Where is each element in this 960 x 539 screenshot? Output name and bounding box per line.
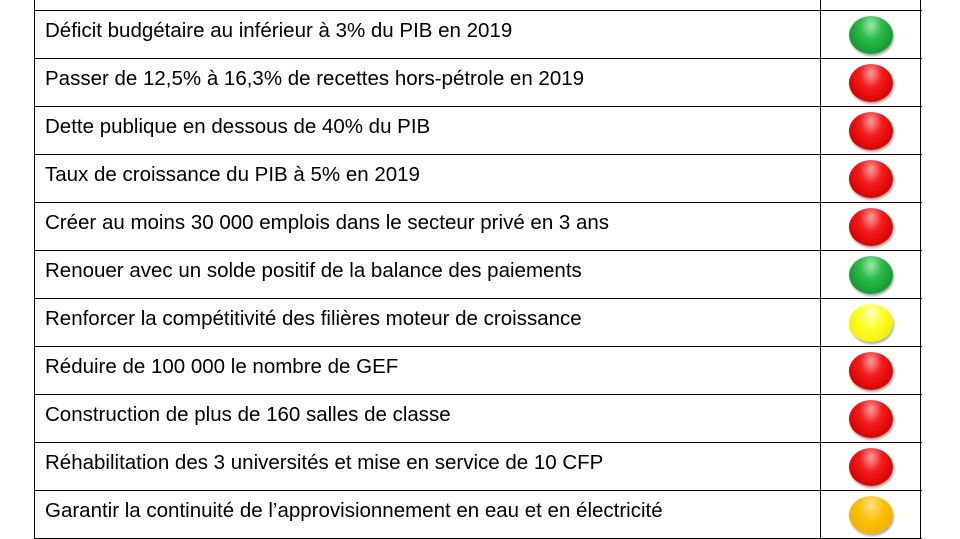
status-cell [821,491,921,538]
status-cell [821,59,921,106]
objective-text: Créer au moins 30 000 emplois dans le secteur privé en 3 ans [35,203,821,250]
objectives-table [34,0,922,539]
table-row [35,299,922,347]
objective-text: Renforcer la compétitivité des filières moteur de croissance [35,299,821,346]
table-row [35,59,922,107]
objective-text: Renouer avec un solde positif de la balance des paiements [35,251,821,298]
objective-text: Construction de plus de 160 salles de classe [35,395,821,442]
status-cell [821,395,921,442]
status-light-red-icon [849,64,893,102]
status-light-red-icon [849,160,893,198]
objective-text: Passer de 12,5% à 16,3% de recettes hors-pétrole en 2019 [35,59,821,106]
status-cell [821,251,921,298]
table-row [35,347,922,395]
objective-text: Réduire de 100 000 le nombre de GEF [35,347,821,394]
table-row [35,107,922,155]
status-cell [821,11,921,58]
status-light-red-icon [849,352,893,390]
table-row [35,251,922,299]
table-row [35,395,922,443]
status-light-red-icon [849,208,893,246]
status-light-yellow-icon [849,304,893,342]
status-light-red-icon [849,400,893,438]
status-cell [821,155,921,202]
status-light-red-icon [849,448,893,486]
objective-text: Dette publique en dessous de 40% du PIB [35,107,821,154]
objective-text: Garantir la continuité de l’approvisionnement en eau et en électricité [35,491,821,538]
status-cell [821,203,921,250]
objective-text: Déficit budgétaire au inférieur à 3% du PIB en 2019 [35,11,821,58]
status-light-red-icon [849,112,893,150]
table-row [35,0,922,11]
table-row [35,203,922,251]
table-row [35,11,922,59]
objective-text: Réhabilitation des 3 universités et mise en service de 10 CFP [35,443,821,490]
status-light-green-icon [849,16,893,54]
objective-text [35,0,821,10]
status-light-orange-icon [849,496,893,534]
table-row [35,155,922,203]
status-cell [821,107,921,154]
status-cell [821,0,921,10]
status-cell [821,347,921,394]
table-row [35,491,922,539]
status-cell [821,299,921,346]
status-cell [821,443,921,490]
status-light-green-icon [849,256,893,294]
objective-text: Taux de croissance du PIB à 5% en 2019 [35,155,821,202]
table-row [35,443,922,491]
